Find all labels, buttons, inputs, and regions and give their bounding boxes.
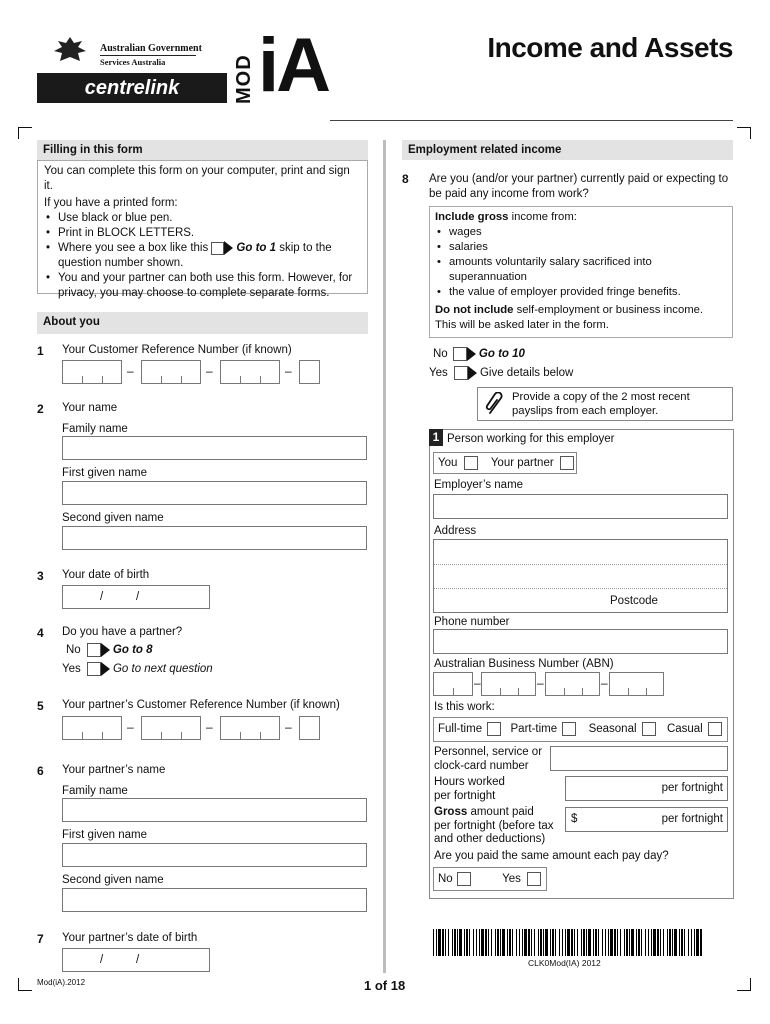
barcode-bar [481,929,484,956]
seasonal-checkbox[interactable] [642,722,656,736]
barcode-bar [624,929,625,956]
barcode-bar [648,929,649,956]
q4-label: Do you have a partner? [62,626,183,638]
corner-mark-tr [737,127,751,139]
q8-yes-text: Give details below [479,367,574,380]
q8-yes-option[interactable] [429,366,573,380]
person-you-label: You [438,457,458,470]
barcode-bar [605,929,606,956]
crn-seg-2[interactable] [141,360,201,384]
include-item: • amounts voluntarily salary sacrificed into superannuation [435,255,727,285]
same-amount-options [433,867,547,891]
address-input[interactable] [433,539,728,613]
partner-first-name-input[interactable] [62,843,367,867]
partner-crn-dash-3: – [285,720,292,734]
q6-first-label: First given name [62,829,148,841]
filling-line2: If you have a printed form: [44,197,178,209]
abn-seg-2[interactable] [481,672,536,696]
barcode-bar [534,929,535,956]
filling-goto: Go to 1 [236,242,277,255]
first-name-input[interactable] [62,481,367,505]
barcode-bar [588,929,591,956]
q5-number: 5 [37,699,44,713]
gov-line-2: Services Australia [100,57,166,67]
barcode-bar [638,929,640,956]
dob-slash-1: / [100,591,104,603]
abn-dash-3: – [601,676,608,690]
barcode-bar [516,929,517,956]
barcode-bar [574,929,575,956]
casual-checkbox[interactable] [708,722,722,736]
q4-yes-checkbox[interactable] [87,662,101,676]
dob-slash-2: / [136,591,140,603]
partner-crn-seg-4[interactable] [299,716,320,740]
filling-bullet-3-pre: Where you see a box like this [58,242,209,255]
partner-crn-seg-1[interactable] [62,716,122,740]
include-item: • wages [435,225,727,240]
barcode-bar [700,929,702,956]
include-item: • the value of employer provided fringe benefits. [435,285,727,300]
crn-seg-3[interactable] [220,360,280,384]
barcode-bar [509,929,511,956]
barcode-bar [452,929,453,956]
barcode-bar [679,929,680,956]
barcode-bar [466,929,468,956]
barcode-bar [454,929,456,956]
gross-input[interactable] [565,807,728,832]
personnel-label: Personnel, service or clock-card number [434,746,543,772]
seasonal-label: Seasonal [588,723,637,736]
same-amount-no-checkbox[interactable] [457,872,471,886]
hours-line2: per fortnight [434,790,496,802]
barcode-bar [608,929,609,956]
gross-rest1: amount paid [470,806,534,818]
barcode-bar [631,929,634,956]
copy-note [477,387,733,421]
barcode-bar [657,929,659,956]
filling-bullet-2: • Print in BLOCK LETTERS. [44,226,361,241]
exclude-text [435,303,727,333]
filling-bullet-1: • Use black or blue pen. [44,211,361,226]
employer-name-input[interactable] [433,494,728,519]
barcode-bar [629,929,630,956]
crn-dash-1: – [127,364,134,378]
barcode-bar [681,929,683,956]
filling-bullet-3-line2: question number shown. [58,257,184,270]
person-you-checkbox[interactable] [464,456,478,470]
corner-mark-bl [18,978,32,991]
barcode-bar [555,929,556,956]
include-item: • salaries [435,240,727,255]
parttime-label: Part-time [510,723,558,736]
employer-number-badge: 1 [429,429,443,446]
barcode-bar [663,929,664,956]
abn-dash-1: – [474,676,481,690]
q7-number: 7 [37,932,44,946]
barcode-bar [459,929,462,956]
person-options [433,452,577,474]
gov-divider [100,55,196,56]
same-amount-label: Are you paid the same amount each pay day? [434,850,669,862]
barcode-bar [433,929,434,956]
barcode-bar [620,929,621,956]
goto-arrow-icon [468,366,477,380]
barcode-bar [577,929,578,956]
include-rest: income from: [511,211,577,223]
mod-label: MOD [233,54,255,104]
abn-dash-2: – [537,676,544,690]
q4-yes-goto: Go to next question [112,663,213,676]
q4-yes-label: Yes [62,663,81,676]
q7-label: Your partner’s date of birth [62,932,198,944]
partner-family-name-input[interactable] [62,798,367,822]
q4-number: 4 [37,626,44,640]
q2-number: 2 [37,402,44,416]
barcode-bar [531,929,532,956]
partner-dob-slash-1: / [100,954,104,966]
crn-seg-1[interactable] [62,360,122,384]
q4-yes-option[interactable] [62,662,213,676]
q4-no-checkbox[interactable] [87,643,101,657]
gross-line3: and other deductions) [434,833,546,845]
person-partner-checkbox[interactable] [560,456,574,470]
casual-label: Casual [666,723,703,736]
barcode-bar [448,929,449,956]
dob-input[interactable] [62,585,210,609]
q8-no-label: No [433,348,448,361]
barcode-bar [614,929,616,956]
goto-arrow-icon [224,241,233,255]
barcode-bar [491,929,492,956]
hours-label [434,775,505,803]
q8-no-goto: Go to 10 [478,348,525,361]
filling-line1: You can complete this form on your computer, print and sign it. [44,165,350,192]
page-title: Income and Assets [487,32,733,63]
barcode-text: CLK0Mod(IA) 2012 [528,958,601,968]
gross-per-fortnight: per fortnight [661,813,723,825]
barcode-bar [495,929,496,956]
q8-yes-checkbox[interactable] [454,366,468,380]
barcode-bar [519,929,520,956]
footer-code: Mod(iA).2012 [37,978,86,987]
barcode-bar [567,929,570,956]
fulltime-label: Full-time [438,723,483,736]
partner-crn-dash-1: – [127,720,134,734]
goto-arrow-icon [101,643,110,657]
q6-second-label: Second given name [62,874,164,886]
barcode-bar [538,929,539,956]
government-crest-icon [48,35,92,65]
hours-line1: Hours worked [434,776,505,788]
gov-line-1: Australian Government [100,43,202,54]
barcode [433,929,705,956]
barcode-bar [476,929,477,956]
barcode-bar [602,929,603,956]
barcode-bar [540,929,542,956]
barcode-bar [488,929,489,956]
example-checkbox [211,242,224,255]
fulltime-checkbox[interactable] [487,722,501,736]
filling-bullet-3-post: skip to the [279,242,332,255]
about-heading: About you [37,312,368,334]
barcode-bar [653,929,656,956]
barcode-bar [636,929,637,956]
gross-bold: Gross [434,806,468,818]
q5-label: Your partner’s Customer Reference Number (if known) [62,699,340,711]
q4-no-goto: Go to 8 [112,644,153,657]
address-label: Address [434,525,477,537]
second-name-input[interactable] [62,526,367,550]
q8-label: Are you (and/or your partner) currently paid or expecting to be paid any income from work? [429,173,729,200]
barcode-bar [617,929,618,956]
barcode-bar [442,929,444,956]
filling-bullet-4: • You and your partner can both use this form. However, for privacy, you may choose to complete separate forms. [44,271,361,301]
barcode-bar [583,929,585,956]
filling-box [37,160,368,300]
q6-family-label: Family name [62,785,128,797]
include-bold: Include gross [435,211,509,223]
barcode-bar [543,929,544,956]
barcode-bar [684,929,685,956]
employer-name-label: Employer’s name [434,479,524,491]
barcode-bar [524,929,527,956]
personnel-input[interactable] [550,746,728,771]
barcode-bar [581,929,582,956]
postcode-label: Postcode [610,595,658,607]
person-working-label: Person working for this employer [447,433,615,445]
work-type-options [433,717,728,742]
barcode-bar [696,929,699,956]
barcode-bar [550,929,551,956]
hours-per-fortnight: per fortnight [661,782,723,794]
barcode-bar [660,929,661,956]
gross-dollar: $ [571,813,578,825]
gross-line2: per fortnight (before tax [434,819,554,832]
centrelink-text: centrelink [84,77,180,99]
filling-bullets [44,211,361,301]
barcode-bar [598,929,599,956]
barcode-bar [473,929,474,956]
partner-crn-seg-3[interactable] [220,716,280,740]
paperclip-icon [484,392,506,416]
barcode-bar [464,929,465,956]
crn-seg-4[interactable] [299,360,320,384]
barcode-bar [691,929,692,956]
barcode-bar [559,929,560,956]
partner-crn-seg-2[interactable] [141,716,201,740]
q1-number: 1 [37,344,44,358]
include-heading [435,210,727,225]
barcode-bar [500,929,501,956]
q4-no-option[interactable] [66,643,153,657]
barcode-bar [436,929,437,956]
barcode-bar [626,929,628,956]
barcode-bar [651,929,652,956]
barcode-bar [438,929,441,956]
include-list [435,225,727,300]
q8-yes-label: Yes [429,367,448,380]
partner-second-name-input[interactable] [62,888,367,912]
filling-bullet-3 [44,241,361,271]
crn-dash-2: – [206,364,213,378]
q8-no-option[interactable] [433,347,525,361]
barcode-bar [645,929,646,956]
same-amount-yes-label: Yes [502,873,521,886]
barcode-bar [522,929,523,956]
barcode-bar [545,929,548,956]
barcode-bar [610,929,613,956]
crn-dash-3: – [285,364,292,378]
barcode-bar [674,929,677,956]
hours-input[interactable] [565,776,728,801]
q8-number: 8 [402,172,409,186]
barcode-bar [562,929,563,956]
barcode-bar [445,929,446,956]
parttime-checkbox[interactable] [562,722,576,736]
partner-crn-dash-2: – [206,720,213,734]
q4-no-label: No [66,644,81,657]
q3-label: Your date of birth [62,569,150,581]
copy-note-text: Provide a copy of the 2 most recent payslips from each employer. [512,391,690,417]
filling-heading: Filling in this form [37,140,368,160]
corner-mark-br [737,978,751,991]
gross-label [434,806,554,847]
column-divider [383,140,386,973]
q2-family-label: Family name [62,423,128,435]
barcode-bar [512,929,513,956]
barcode-bar [457,929,458,956]
barcode-bar [552,929,554,956]
barcode-bar [485,929,487,956]
centrelink-logo [37,73,227,103]
employment-heading: Employment related income [402,140,733,160]
barcode-bar [507,929,508,956]
page-number: 1 of 18 [364,978,406,993]
is-this-work-label: Is this work: [434,701,495,713]
barcode-bar [497,929,499,956]
q6-label: Your partner’s name [62,764,166,776]
abn-label: Australian Business Number (ABN) [434,658,614,670]
q2-first-label: First given name [62,467,148,479]
barcode-bar [641,929,642,956]
barcode-bar [688,929,689,956]
corner-mark-tl [18,127,32,139]
barcode-bar [469,929,470,956]
person-partner-label: Your partner [490,457,554,470]
phone-input[interactable] [433,629,728,654]
abn-seg-1[interactable] [433,672,473,696]
barcode-bar [586,929,587,956]
exclude-bold: Do not include [435,304,514,316]
q6-number: 6 [37,764,44,778]
q1-label: Your Customer Reference Number (if known) [62,344,292,356]
barcode-bar [593,929,594,956]
same-amount-no-label: No [438,873,453,886]
barcode-bar [571,929,573,956]
phone-label: Phone number [434,616,510,628]
barcode-bar [528,929,530,956]
barcode-bar [479,929,480,956]
barcode-bar [502,929,505,956]
same-amount-yes-checkbox[interactable] [527,872,541,886]
partner-dob-slash-2: / [136,954,140,966]
abn-seg-4[interactable] [609,672,664,696]
q2-second-label: Second given name [62,512,164,524]
barcode-bar [565,929,566,956]
barcode-bar [672,929,673,956]
q2-label: Your name [62,402,118,414]
exclude-rest: self-employment or business income. This will be asked later in the form. [435,304,704,331]
barcode-bar [694,929,695,956]
ia-logo: iA [258,23,328,108]
barcode-bar [669,929,671,956]
header-rule [330,120,733,121]
abn-seg-3[interactable] [545,672,600,696]
family-name-input[interactable] [62,436,367,460]
barcode-bar [595,929,597,956]
barcode-bar [667,929,668,956]
goto-arrow-icon [467,347,476,361]
q3-number: 3 [37,569,44,583]
include-box [429,206,733,338]
q8-no-checkbox[interactable] [453,347,467,361]
partner-dob-input[interactable] [62,948,210,972]
goto-arrow-icon [101,662,110,676]
